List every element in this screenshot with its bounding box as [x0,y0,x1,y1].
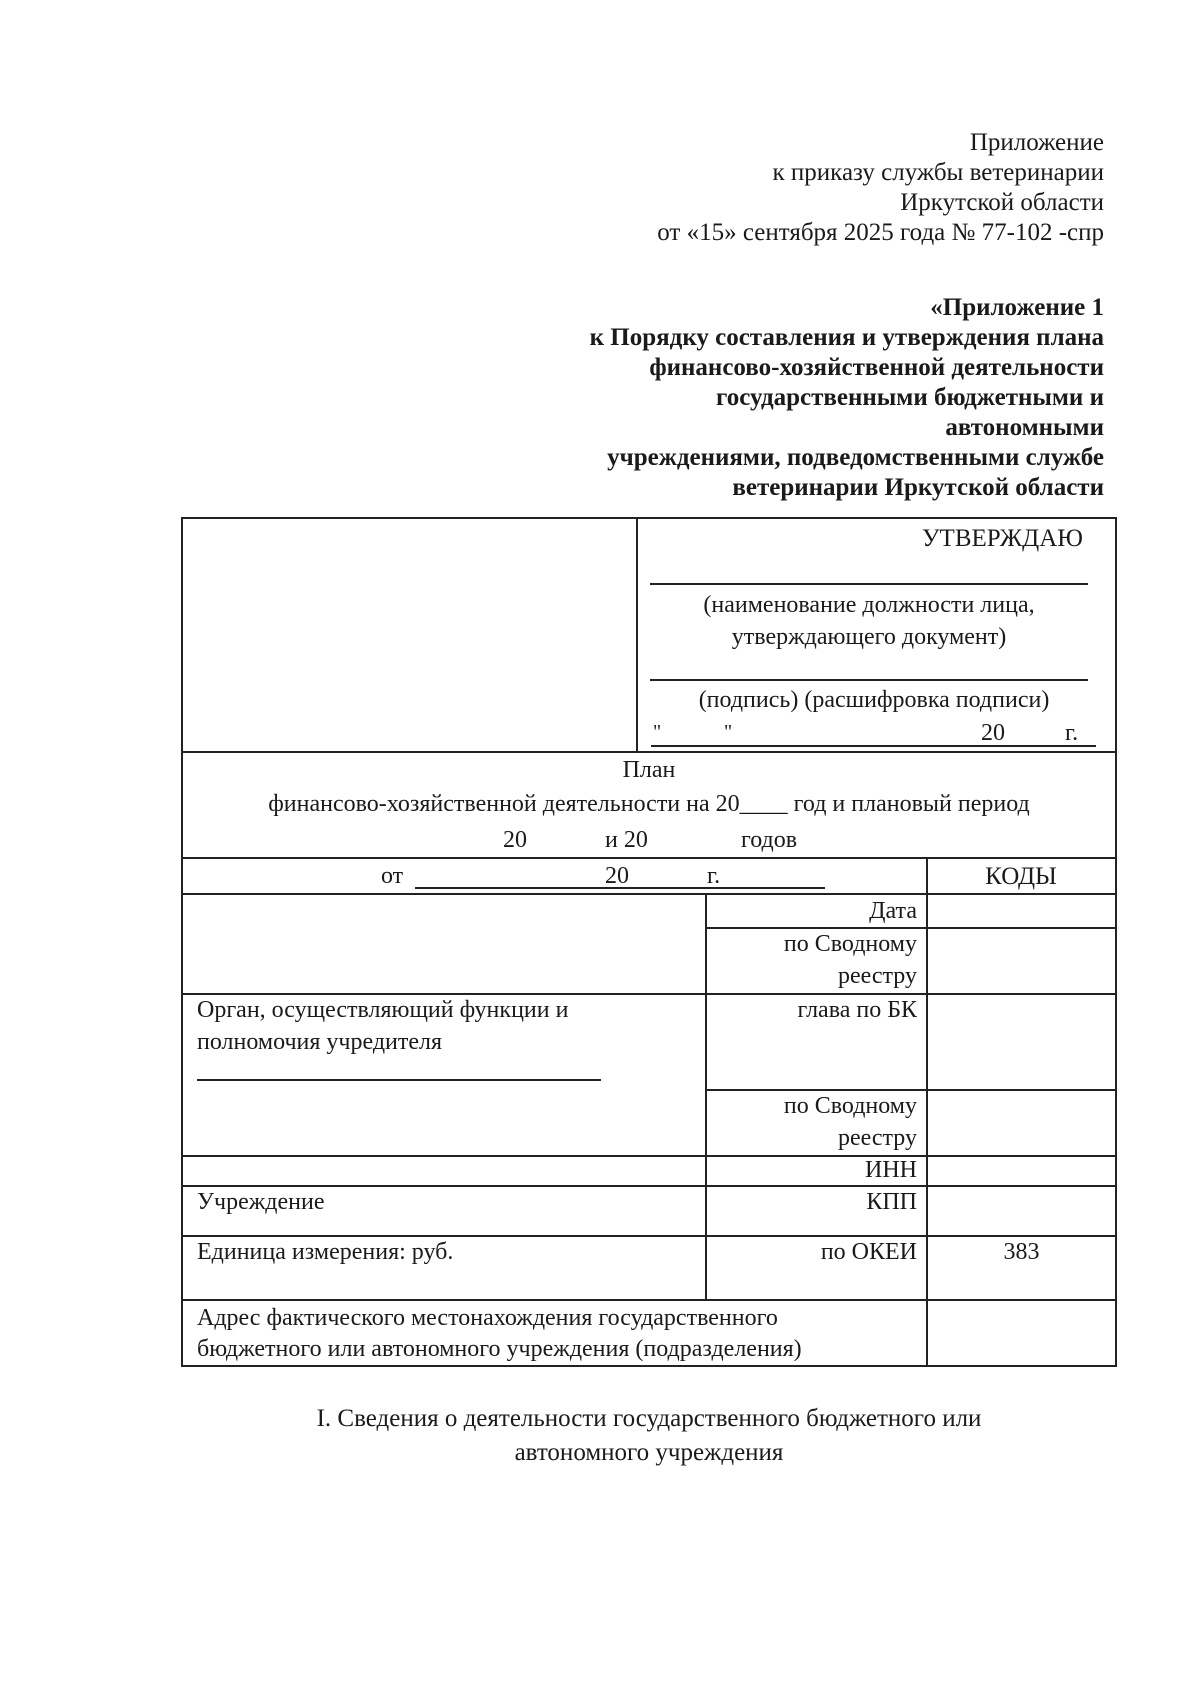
section-one-line: I. Сведения о деятельности государственного бюджетного или [316,1405,982,1432]
plan-period-year: 20 [503,827,527,853]
unit-label: Единица измерения: руб. [197,1239,454,1265]
horizontal-divider [183,751,1115,753]
order-appendix-header [657,128,1104,248]
codes-column-divider [926,857,928,1367]
position-caption: (наименование должности лица, [703,592,1035,618]
procedure-appendix-header [590,293,1104,503]
plan-period-suffix: годов [741,827,798,853]
procedure-appendix-line: к Порядку составления и утверждения плана [589,324,1104,351]
procedure-appendix-line: «Приложение 1 [930,294,1104,321]
signature-line [650,679,1088,681]
order-appendix-line: Иркутской области [900,189,1104,216]
approve-date-year: 20 [981,720,1005,746]
position-caption: утверждающего документ) [731,624,1007,650]
order-appendix-line: Приложение [969,129,1104,156]
plan-title: План [622,757,676,783]
founder-label: полномочия учредителя [197,1029,443,1055]
procedure-appendix-line: автономными [945,414,1104,441]
glava-bk-label: глава по БК [797,997,917,1023]
reestr-label: реестру [837,963,917,989]
approve-date-suffix: г. [1065,720,1079,746]
founder-label: Орган, осуществляющий функции и [197,997,569,1023]
approve-date-quote: " [724,721,733,743]
horizontal-divider [183,893,1115,895]
procedure-appendix-line: ветеринарии Иркутской области [732,474,1104,501]
address-label: бюджетного или автономного учреждения (подразделения) [197,1336,802,1362]
order-appendix-line: от «15» сентября 2025 года № 77-102 -спр [657,219,1104,246]
reestr-label: по Сводному [783,931,917,957]
plan-subtitle: финансово-хозяйственной деятельности на 20____ год и плановый период [268,791,1030,817]
approve-block-divider [636,519,638,751]
kpp-label: КПП [866,1189,917,1215]
reestr-label: по Сводному [783,1093,917,1119]
position-signature-line [650,583,1088,585]
horizontal-divider [183,857,1115,859]
date-label: Дата [869,898,917,924]
institution-label: Учреждение [197,1189,325,1215]
approve-date-line [651,745,1096,747]
codes-header: КОДЫ [985,863,1057,890]
horizontal-divider [183,1299,1115,1301]
plan-date-prefix: от [381,863,404,889]
plan-form-table [181,517,1117,1367]
inn-label: ИНН [865,1157,917,1183]
plan-date-suffix: г. [707,863,721,889]
signature-caption: (подпись) (расшифровка подписи) [698,687,1050,713]
founder-name-line [197,1079,601,1081]
procedure-appendix-line: учреждениями, подведомственными службе [607,444,1104,471]
plan-period-year: и 20 [605,827,648,853]
approve-date-quote: " [653,721,662,743]
okei-code: 383 [1003,1239,1040,1265]
section-one-heading [181,1402,1117,1470]
approve-title: УТВЕРЖДАЮ [921,525,1083,552]
okei-label: по ОКЕИ [820,1239,917,1265]
address-label: Адрес фактического местонахождения государственного [197,1305,778,1331]
horizontal-divider [183,1155,1115,1157]
order-appendix-line: к приказу службы ветеринарии [772,159,1104,186]
procedure-appendix-line: государственными бюджетными и [716,384,1104,411]
procedure-appendix-line: финансово-хозяйственной деятельности [649,354,1104,381]
plan-date-year: 20 [605,863,629,889]
reestr-label: реестру [837,1125,917,1151]
section-one-line: автономного учреждения [514,1439,784,1466]
